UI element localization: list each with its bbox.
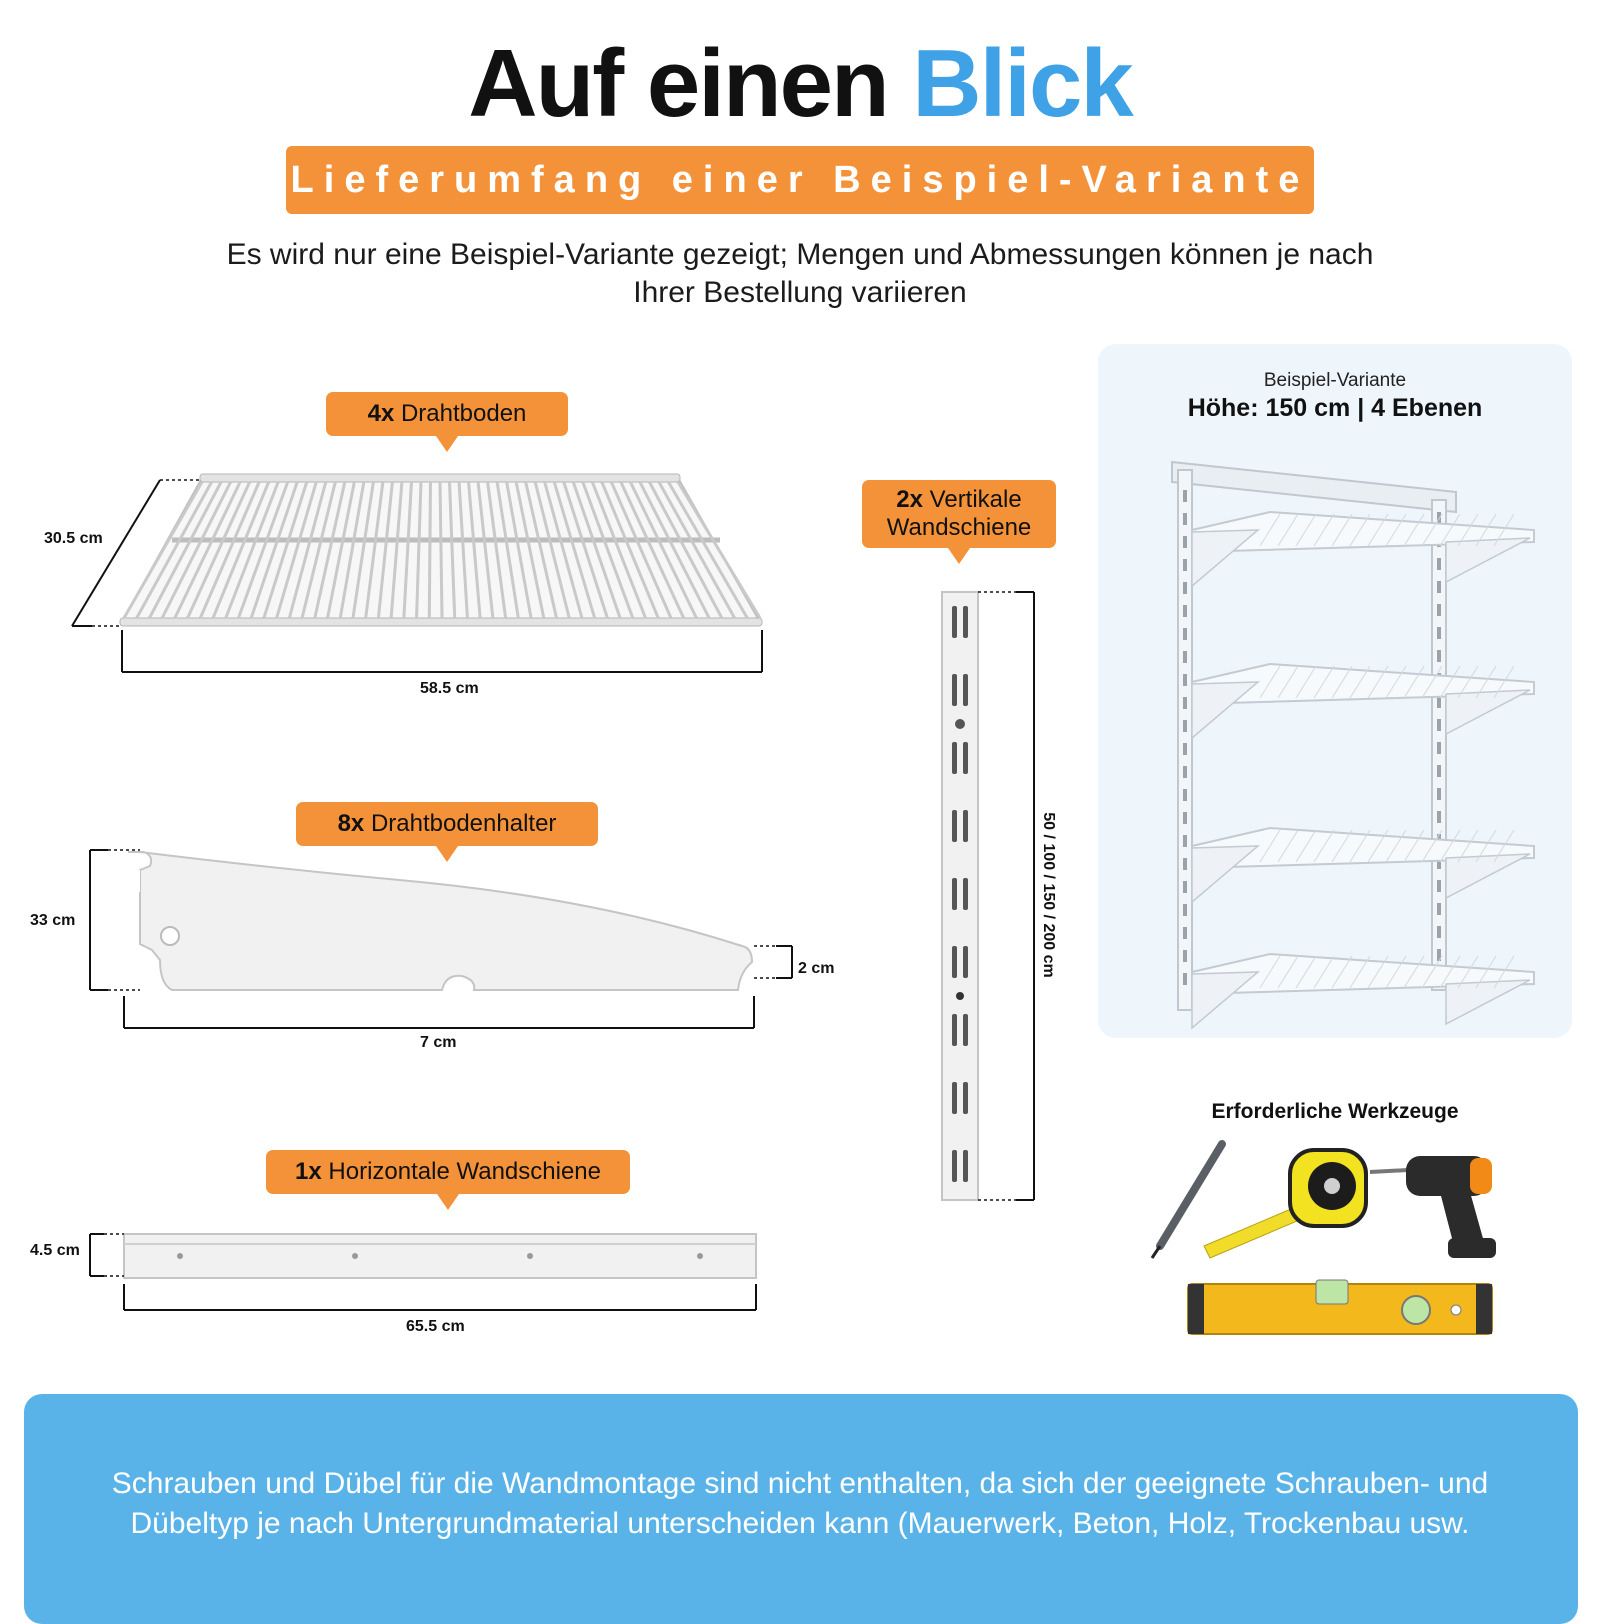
qty-horizontal-rail: 1x (295, 1158, 322, 1185)
name-horizontal-rail: Horizontale Wandschiene (328, 1158, 601, 1185)
footer-note-line2: Dübeltyp je nach Untergrundmaterial unterscheiden kann (Mauerwerk, Beton, Holz, Trockenbau usw. (130, 1507, 1470, 1540)
drill-icon (1370, 1156, 1496, 1258)
name-wire-shelf: Drahtboden (400, 400, 527, 427)
example-height-label: Höhe: 150 cm | 4 Ebenen (1187, 394, 1483, 422)
name-bracket: Drahtbodenhalter (370, 810, 557, 837)
name-vertical-rail-line1: Vertikale (929, 486, 1022, 513)
dim-vertical-rail-length: 50 / 100 / 150 / 200 cm (1040, 812, 1057, 978)
dim-rail-height: 4.5 cm (30, 1242, 80, 1259)
qty-bracket: 8x (337, 810, 365, 837)
subtitle-banner: Lieferumfang einer Beispiel-Variante (286, 146, 1314, 214)
title-part1: Auf einen (468, 30, 888, 137)
variant-note-line2: Ihrer Bestellung variieren (633, 276, 967, 309)
tools-title: Erforderliche Werkzeuge (1211, 1100, 1459, 1123)
spirit-level-icon (1188, 1280, 1492, 1334)
pencil-icon (1152, 1144, 1222, 1258)
name-vertical-rail-line2: Wandschiene (886, 514, 1032, 541)
dim-shelf-depth: 30.5 cm (44, 530, 103, 547)
dim-bracket-length: 7 cm (420, 1034, 457, 1051)
dim-bracket-height: 33 cm (30, 912, 76, 929)
footer-note-line1: Schrauben und Dübel für die Wandmontage sind nicht enthalten, da sich der geeignete Schrauben- und (111, 1467, 1489, 1500)
title-part2: Blick (912, 30, 1132, 137)
variant-note-line1: Es wird nur eine Beispiel-Variante gezeigt; Mengen und Abmessungen können je nach (226, 238, 1374, 271)
footer-note (40, 1464, 1560, 1544)
dim-bracket-tip: 2 cm (798, 960, 835, 977)
qty-vertical-rail: 2x (896, 486, 923, 513)
dim-rail-length: 65.5 cm (406, 1318, 465, 1335)
tape-measure-icon (1204, 1150, 1366, 1258)
dim-shelf-width: 58.5 cm (420, 680, 479, 697)
qty-wire-shelf: 4x (367, 400, 395, 427)
example-caption: Beispiel-Variante (1263, 370, 1407, 391)
